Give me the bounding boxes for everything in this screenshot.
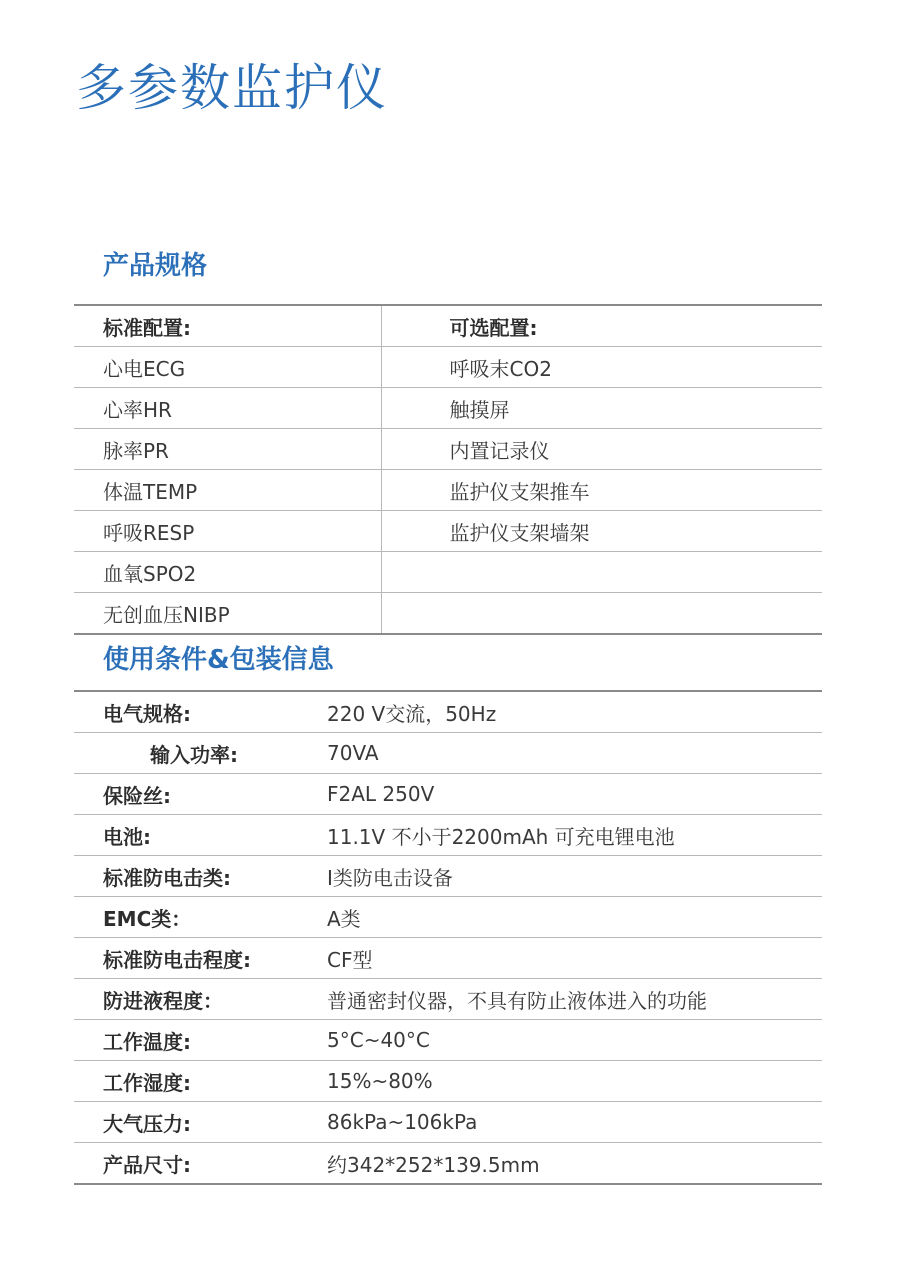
condition-label: 保险丝: bbox=[74, 774, 327, 815]
condition-value: 15%~80% bbox=[327, 1061, 822, 1102]
condition-label: 防进液程度： bbox=[74, 979, 327, 1020]
condition-row bbox=[74, 1143, 822, 1185]
spec-row bbox=[74, 593, 822, 635]
standard-item: 心率HR bbox=[74, 388, 381, 429]
optional-item bbox=[381, 552, 822, 593]
condition-value: 约342*252*139.5mm bbox=[327, 1143, 822, 1185]
condition-label: 工作温度: bbox=[74, 1020, 327, 1061]
page-title: 多参数监护仪 bbox=[76, 59, 388, 117]
standard-item: 脉率PR bbox=[74, 429, 381, 470]
spec-row bbox=[74, 388, 822, 429]
condition-row bbox=[74, 938, 822, 979]
condition-row bbox=[74, 897, 822, 938]
condition-row bbox=[74, 691, 822, 733]
optional-item: 监护仪支架推车 bbox=[381, 470, 822, 511]
condition-row bbox=[74, 1061, 822, 1102]
condition-value: 86kPa~106kPa bbox=[327, 1102, 822, 1143]
conditions-table bbox=[74, 690, 822, 1185]
condition-label: EMC类： bbox=[74, 897, 327, 938]
condition-label: 电气规格: bbox=[74, 691, 327, 733]
condition-label: 大气压力: bbox=[74, 1102, 327, 1143]
condition-value: 220 V交流，50Hz bbox=[327, 691, 822, 733]
condition-value: 普通密封仪器，不具有防止液体进入的功能 bbox=[327, 979, 822, 1020]
condition-label: 标准防电击类: bbox=[74, 856, 327, 897]
condition-label: 标准防电击程度: bbox=[74, 938, 327, 979]
spec-table bbox=[74, 304, 822, 635]
spec-row bbox=[74, 429, 822, 470]
spec-section-heading: 产品规格 bbox=[103, 251, 208, 281]
standard-item: 呼吸RESP bbox=[74, 511, 381, 552]
condition-row bbox=[74, 856, 822, 897]
optional-item: 呼吸末CO2 bbox=[381, 347, 822, 388]
condition-row bbox=[74, 1102, 822, 1143]
standard-item: 体温TEMP bbox=[74, 470, 381, 511]
condition-value: A类 bbox=[327, 897, 822, 938]
condition-row bbox=[74, 774, 822, 815]
condition-label: 电池: bbox=[74, 815, 327, 856]
standard-item: 无创血压NIBP bbox=[74, 593, 381, 635]
optional-item: 监护仪支架墙架 bbox=[381, 511, 822, 552]
standard-item: 心电ECG bbox=[74, 347, 381, 388]
condition-row bbox=[74, 1020, 822, 1061]
spec-header-row bbox=[74, 305, 822, 347]
condition-row bbox=[74, 979, 822, 1020]
standard-config-header: 标准配置: bbox=[74, 305, 381, 347]
spec-row bbox=[74, 470, 822, 511]
optional-item bbox=[381, 593, 822, 635]
condition-value: I类防电击设备 bbox=[327, 856, 822, 897]
condition-value: CF型 bbox=[327, 938, 822, 979]
condition-value: 70VA bbox=[327, 733, 822, 774]
condition-label: 工作湿度: bbox=[74, 1061, 327, 1102]
condition-value: 5°C~40°C bbox=[327, 1020, 822, 1061]
condition-label: 产品尺寸: bbox=[74, 1143, 327, 1185]
optional-config-header: 可选配置: bbox=[381, 305, 822, 347]
condition-value: 11.1V 不小于2200mAh 可充电锂电池 bbox=[327, 815, 822, 856]
condition-label: 输入功率: bbox=[74, 733, 327, 774]
condition-row bbox=[74, 733, 822, 774]
standard-item: 血氧SPO2 bbox=[74, 552, 381, 593]
spec-row bbox=[74, 511, 822, 552]
conditions-section-heading: 使用条件&包装信息 bbox=[103, 645, 334, 675]
spec-row bbox=[74, 347, 822, 388]
spec-row bbox=[74, 552, 822, 593]
condition-value: F2AL 250V bbox=[327, 774, 822, 815]
optional-item: 触摸屏 bbox=[381, 388, 822, 429]
optional-item: 内置记录仪 bbox=[381, 429, 822, 470]
condition-row bbox=[74, 815, 822, 856]
